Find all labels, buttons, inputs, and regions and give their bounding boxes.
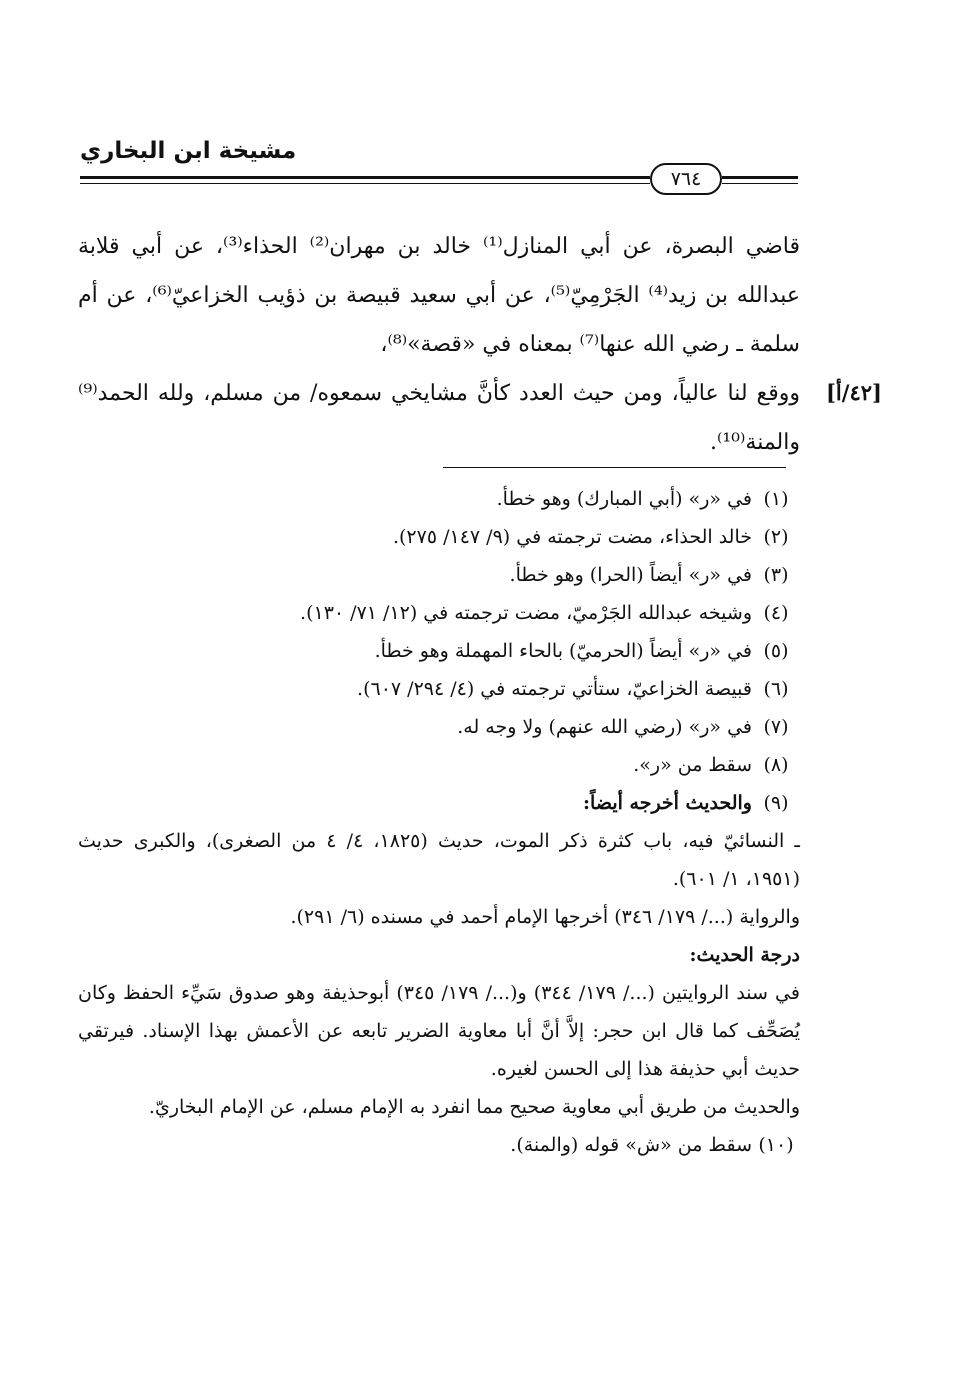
footnote-number: (٦)	[763, 678, 789, 700]
footnote-item	[78, 556, 800, 594]
footnote-item	[78, 518, 800, 556]
footnote-item	[78, 784, 800, 822]
running-header-title: مشيخة ابن البخاري	[80, 138, 297, 164]
footnote-separator	[443, 467, 786, 468]
footnote-text: وشيخه عبدالله الجَرْميّ، مضت ترجمته في (١٢/ ٧١/ ١٣٠).	[300, 602, 752, 624]
footnote-number: (٧)	[763, 716, 789, 738]
footnote-item	[78, 746, 800, 784]
header-rule-thin	[80, 183, 650, 184]
footnote-text: في «ر» أيضاً (الحرميّ) بالحاء المهملة وهو خطأ.	[374, 640, 752, 662]
footnote-number: (١٠)	[758, 1134, 794, 1156]
header-rule-right-thick	[722, 176, 798, 179]
footnote-number: (٢)	[763, 526, 789, 548]
main-paragraph-1: قاضي البصرة، عن أبي المنازل⁽¹⁾ خالد بن مهران⁽²⁾ الحذاء⁽³⁾، عن أبي قلابة عبدالله بن زيد⁽⁴⁾ الجَرْمِيّ⁽⁵⁾، عن أبي سعيد قبيصة بن ذؤيب الخزاعيّ⁽⁶⁾، عن أم سلمة ـ رضي الله عنها⁽⁷⁾ بمعناه في «قصة»⁽⁸⁾،	[78, 234, 801, 357]
footnote-number: (١)	[763, 488, 789, 510]
footnote-item	[78, 480, 800, 518]
hadith-conclusion: والحديث من طريق أبي معاوية صحيح مما انفرد به الإمام مسلم، عن الإمام البخاريّ.	[148, 1096, 800, 1118]
footnote-number: (٨)	[763, 754, 789, 776]
footnote-item	[78, 708, 800, 746]
footnote-item	[78, 594, 800, 632]
header-rule-right-thin	[722, 183, 798, 184]
footnote-text: والحديث أخرجه أيضاً:	[583, 792, 752, 814]
margin-folio-note: [٤٢/أ]	[826, 380, 882, 405]
footnote-text: خالد الحذاء، مضت ترجمته في (٩/ ١٤٧/ ٢٧٥).	[392, 526, 752, 548]
footnote-text: سقط من «ش» قوله (والمنة).	[510, 1134, 752, 1156]
footnote-9-nasai: ـ النسائيّ فيه، باب كثرة ذكر الموت، حديث (١٨٢٥، ٤/ ٤ من الصغرى)، والكبرى حديث (١٩٥١، ١/ ٦٠١).	[78, 830, 800, 890]
footnote-number: (٤)	[763, 602, 789, 624]
footnote-text: في «ر» (رضي الله عنهم) ولا وجه له.	[457, 716, 752, 738]
footnote-item	[78, 632, 800, 670]
page-number-badge: ٧٦٤	[650, 163, 722, 195]
footnote-text: سقط من «ر».	[633, 754, 752, 776]
footnote-number: (٣)	[763, 564, 789, 586]
main-paragraph-2: ووقع لنا عالياً، ومن حيث العدد كأنَّ مشايخي سمعوه/ من مسلم، ولله الحمد⁽⁹⁾ والمنة⁽¹⁰⁾.	[78, 381, 800, 455]
footnote-number: (٥)	[763, 640, 789, 662]
footnote-item	[78, 670, 800, 708]
footnote-text: في «ر» (أبي المبارك) وهو خطأ.	[496, 488, 752, 510]
footnotes	[78, 480, 800, 1164]
footnote-9-ahmad: والرواية (.../ ١٧٩/ ٣٤٦) أخرجها الإمام أحمد في مسنده (٦/ ٢٩١).	[290, 906, 800, 928]
footnote-text: في «ر» أيضاً (الحرا) وهو خطأ.	[509, 564, 752, 586]
footnote-item	[78, 1126, 800, 1164]
footnote-number: (٩)	[763, 792, 789, 814]
header-rule-thick	[80, 176, 650, 179]
hadith-grade-text: في سند الروايتين (.../ ١٧٩/ ٣٤٤) و(.../ ١٧٩/ ٣٤٥) أبوحذيفة وهو صدوق سَيِّء الحفظ وكان يُصَحِّف كما قال ابن حجر: إلاَّ أنَّ أبا معاوية الضرير تابعه عن الأعمش بهذا الإسناد. فيرتقي حديث أبي حذيفة هذا إلى الحسن لغيره.	[78, 982, 801, 1080]
hadith-grade-heading: درجة الحديث:	[689, 944, 800, 966]
main-text	[78, 222, 800, 467]
footnote-text: قبيصة الخزاعيّ، ستأتي ترجمته في (٤/ ٢٩٤/ ٦٠٧).	[357, 678, 752, 700]
